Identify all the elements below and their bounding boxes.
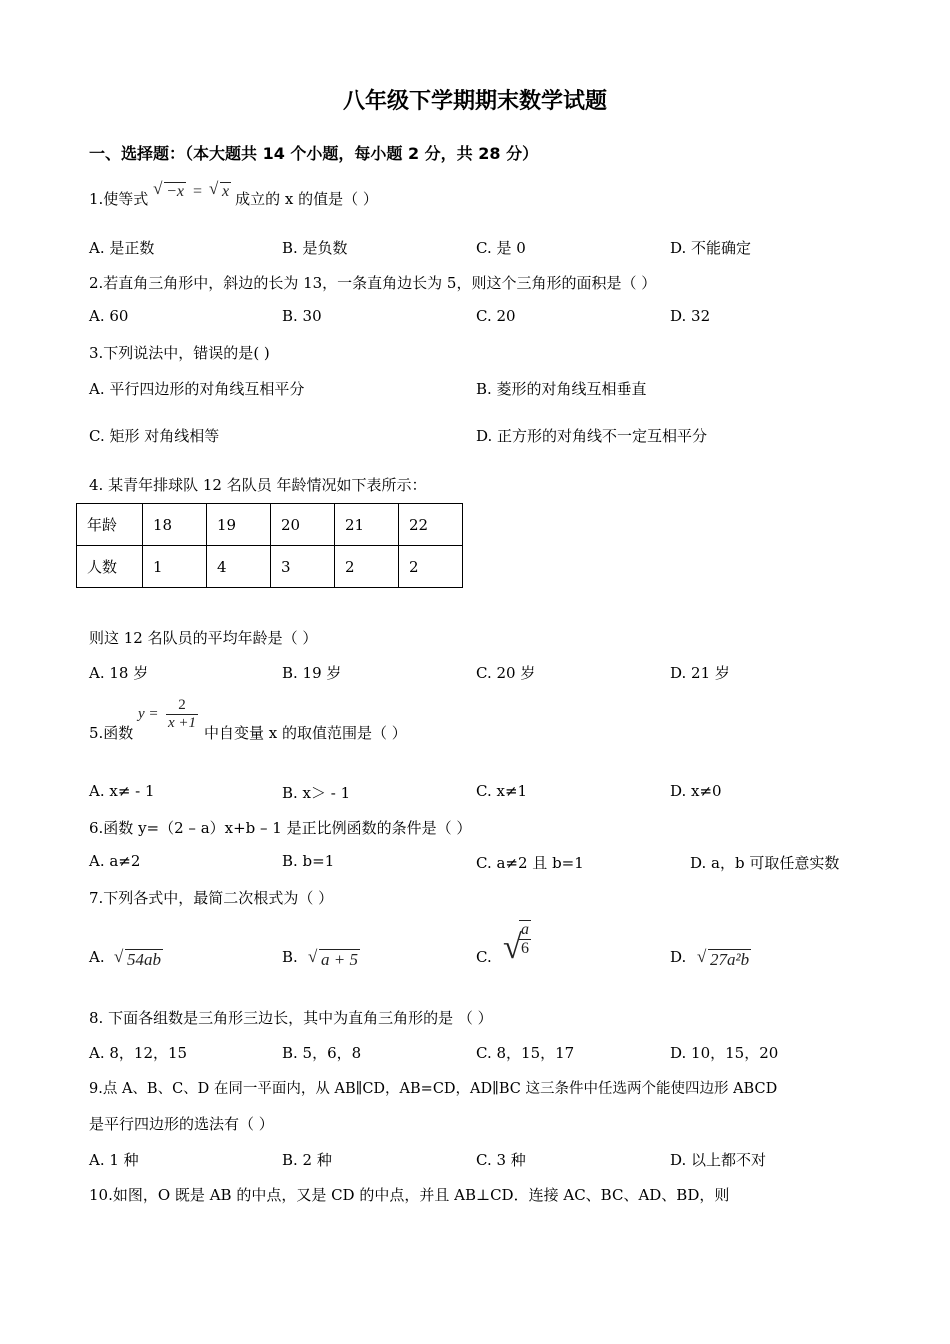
q8-option-c: C. 8，15，17 [476, 1044, 575, 1062]
q8-option-b: B. 5，6，8 [282, 1044, 362, 1062]
question-1 [89, 180, 378, 219]
q3-option-d: D. 正方形的对角线不一定互相平分 [476, 427, 708, 445]
q9-option-b: B. 2 种 [282, 1151, 332, 1169]
q6-option-c: C. a≠2 且 b=1 [476, 854, 584, 872]
question-1-suffix: 成立的 x 的值是（ ） [235, 190, 378, 208]
q2-option-b: B. 30 [282, 307, 322, 325]
q7-option-a-label: A. [89, 948, 105, 966]
table-cell: 2 [335, 546, 399, 588]
q1-option-c: C. 是 0 [476, 239, 526, 257]
q8-option-a: A. 8，12，15 [89, 1044, 188, 1062]
q4-option-d: D. 21 岁 [670, 664, 730, 682]
table-cell: 1 [143, 546, 207, 588]
table-cell: 3 [271, 546, 335, 588]
sqrt-neg-x: √ −x [153, 179, 184, 200]
q1-option-d: D. 不能确定 [670, 239, 752, 257]
table-cell: 2 [399, 546, 463, 588]
question-5-suffix: 中自变量 x 的取值范围是（ ） [204, 724, 407, 742]
q7-option-d-radical: √ 27a²b [697, 947, 750, 969]
q3-option-c: C. 矩形 对角线相等 [89, 427, 220, 445]
q5-option-d: D. x≠0 [670, 782, 722, 800]
q9-option-c: C. 3 种 [476, 1151, 526, 1169]
question-8: 8. 下面各组数是三角形三边长，其中为直角三角形的是 （ ） [89, 1009, 493, 1027]
question-2: 2.若直角三角形中，斜边的长为 13，一条直角边长为 5，则这个三角形的面积是（ ） [89, 274, 657, 292]
table-cell: 4 [207, 546, 271, 588]
q6-option-b: B. b=1 [282, 852, 335, 870]
q5-option-c: C. x≠1 [476, 782, 528, 800]
table-cell: 18 [143, 504, 207, 546]
fraction-2-over-x-plus-1: $\frac{2}{x +1}$ [168, 697, 197, 731]
q5-option-a: A. x≠ - 1 [89, 782, 155, 800]
q4-option-c: C. 20 岁 [476, 664, 536, 682]
q5-option-b: B. x＞ - 1 [282, 784, 351, 802]
q7-option-b-label: B. [282, 948, 298, 966]
q7-option-c-label: C. [476, 948, 492, 966]
question-4-prompt: 则这 12 名队员的平均年龄是（ ） [89, 629, 318, 647]
q7-option-b-radical: √ a + 5 [308, 947, 358, 969]
age-table [76, 503, 463, 588]
table-cell: 年龄 [77, 504, 143, 546]
q3-option-a: A. 平行四边形的对角线互相平分 [89, 380, 305, 398]
q3-option-b: B. 菱形的对角线互相垂直 [476, 380, 647, 398]
q4-option-b: B. 19 岁 [282, 664, 342, 682]
q8-option-d: D. 10，15，20 [670, 1044, 779, 1062]
sqrt-x: √ x [209, 179, 230, 200]
q2-option-d: D. 32 [670, 307, 711, 325]
q2-option-c: C. 20 [476, 307, 516, 325]
section-heading: 一、选择题：（本大题共 14 个小题，每小题 2 分，共 28 分） [89, 144, 539, 163]
table-cell: 19 [207, 504, 271, 546]
table-cell: 人数 [77, 546, 143, 588]
question-1-prefix: 1.使等式 [89, 190, 149, 208]
question-5-prefix: 5.函数 [89, 724, 134, 742]
q7-option-d-label: D. [670, 948, 687, 966]
question-10: 10.如图，O 既是 AB 的中点，又是 CD 的中点，并且 AB⊥CD．连接 AC、BC、AD、BD，则 [89, 1186, 730, 1204]
table-cell: 22 [399, 504, 463, 546]
question-6: 6.函数 y=（2 – a）x+b – 1 是正比例函数的条件是（ ） [89, 819, 472, 837]
q1-option-b: B. 是负数 [282, 239, 348, 257]
page-title: 八年级下学期期末数学试题 [342, 89, 607, 114]
q7-option-a-radical: √ 54ab [114, 947, 161, 969]
question-1-equation: √ −x = √ x [153, 183, 235, 200]
q1-option-a: A. 是正数 [89, 239, 155, 257]
q7-option-c-radical: √ $\frac{a}{6}$ [503, 921, 529, 966]
table-row [77, 504, 463, 546]
q9-option-d: D. 以上都不对 [670, 1151, 767, 1169]
question-9-line-1: 9.点 A、B、C、D 在同一平面内，从 AB∥CD，AB=CD，AD∥BC 这三条件中任选两个能使四边形 ABCD [89, 1081, 778, 1097]
question-4: 4. 某青年排球队 12 名队员 年龄情况如下表所示： [89, 476, 427, 494]
table-cell: 20 [271, 504, 335, 546]
q4-option-a: A. 18 岁 [89, 664, 149, 682]
table-cell: 21 [335, 504, 399, 546]
table-row [77, 546, 463, 588]
q6-option-d: D. a，b 可取任意实数 [690, 854, 840, 872]
question-3: 3.下列说法中，错误的是( ) [89, 344, 270, 362]
question-9-line-2: 是平行四边形的选法有（ ） [89, 1115, 274, 1133]
question-7: 7.下列各式中，最简二次根式为（ ） [89, 889, 334, 907]
function-y: y = [138, 706, 159, 722]
q2-option-a: A. 60 [89, 307, 129, 325]
q6-option-a: A. a≠2 [89, 852, 141, 870]
q9-option-a: A. 1 种 [89, 1151, 139, 1169]
